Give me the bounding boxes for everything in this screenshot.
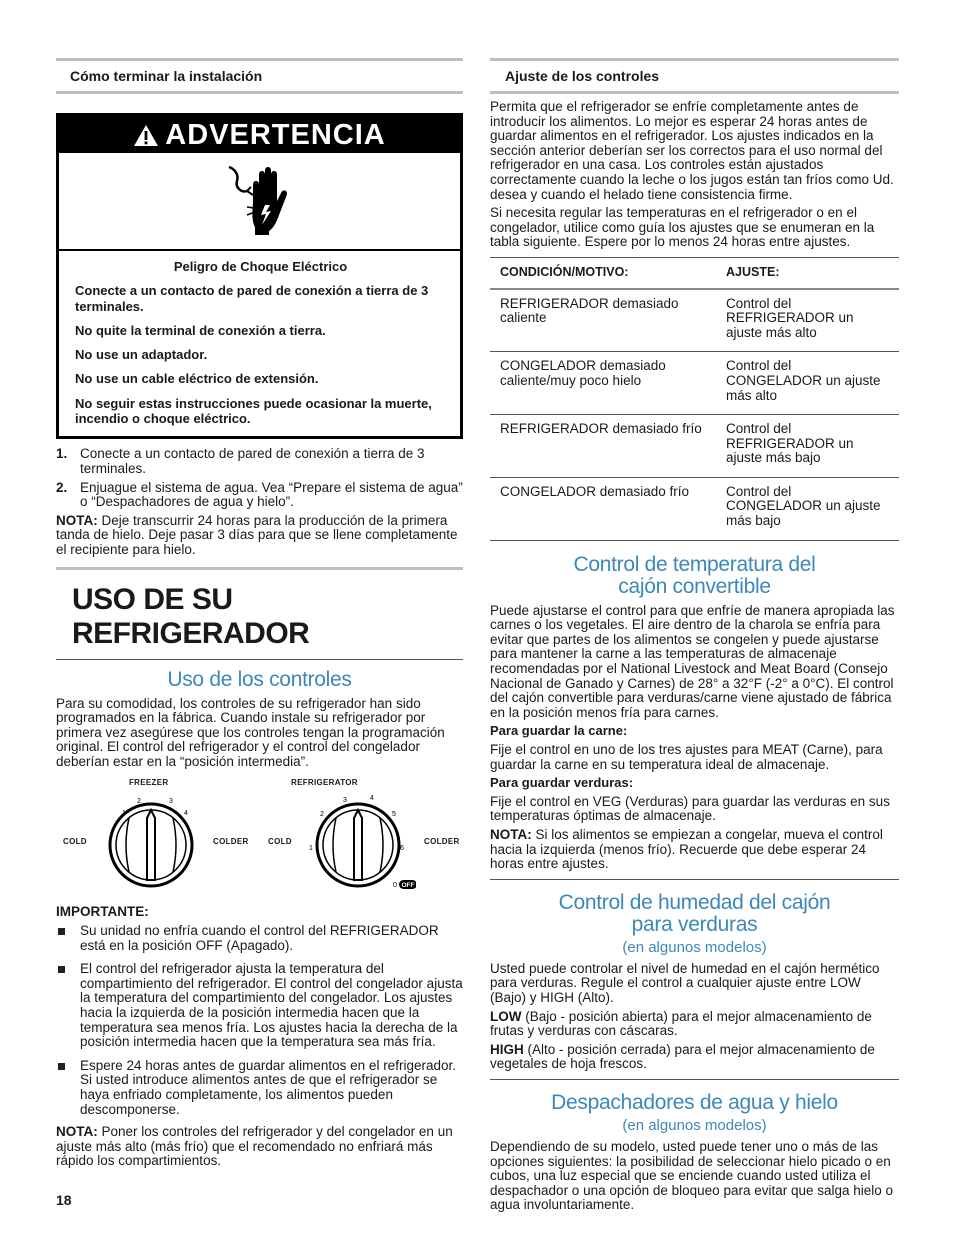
table-header: AJUSTE: (716, 257, 899, 288)
note-text: Deje transcurrir 24 horas para la producción de la primera tanda de hielo. Deje pasar 3 días para que se llene completamente el recipiente para hielo. (56, 512, 458, 557)
table-header: CONDICIÓN/MOTIVO: (490, 257, 716, 288)
section-heading-installation: Cómo terminar la instalación (56, 58, 463, 94)
table-cell: REFRIGERADOR demasiado frío (490, 415, 716, 478)
warning-item: No quite la terminal de conexión a tierra. (75, 322, 326, 338)
dial-number: 6 (400, 844, 404, 852)
dial-number: 4 (370, 794, 374, 802)
warning-title: Peligro de Choque Eléctrico (173, 259, 348, 274)
convertible-para: Puede ajustarse el control para que enfríe de manera apropiada las carnes o los vegetales. El aire dentro de la charola se enfría para evitar que partes de los alimentos se congelen y puede ajustarse para mantener la carne a las temperaturas de almacenaje recomendadas por el National Livestock and Meat Board (Consejo Nacional de Ganado y Carnes) de 28° a 32°F (-2° a 0°C). El control del cajón convertible para verduras/carne viene ajustado de fábrica en la posición menos fría para carnes. (490, 602, 895, 720)
control-dials-figure (56, 776, 463, 901)
warning-box (56, 113, 463, 439)
divider (56, 659, 463, 660)
warning-body (59, 251, 460, 436)
note-text: Si los alimentos se empiezan a congelar, mueva el control hacia la izquierda (menos frío). Recuerde que debe esperar 24 horas entre ajustes. (490, 826, 883, 872)
table-row (490, 415, 899, 478)
freezer-colder-label: COLDER (213, 836, 249, 846)
dial-number: 0 (393, 881, 397, 889)
dial-number: 3 (343, 796, 347, 804)
bullet-item: El control del refrigerador ajusta la temperatura del compartimiento del refrigerador. El control del congelador ajusta la temperatura del compartimiento del congelador. Los ajustes hacia la izquierda de la posición intermedia hacen que la temperatura sea menos fría. Los ajustes hacia la derecha de la posición intermedia hacen que la temperatura sea más fría. (56, 962, 463, 1050)
table-row (490, 289, 899, 352)
dispensers-subheading: (en algunos modelos) (622, 1116, 767, 1134)
warning-header (59, 116, 460, 153)
table-cell: Control del REFRIGERADOR un ajuste más bajo (716, 415, 899, 478)
bullet-item: Su unidad no enfría cuando el control del REFRIGERADOR está en la posición OFF (Apagado). (56, 924, 463, 953)
dial-number: 2 (137, 797, 141, 805)
table-cell: Control del CONGELADOR un ajuste más bajo (716, 477, 899, 540)
humidity-low (490, 1010, 899, 1039)
divider (490, 879, 899, 880)
meat-label: Para guardar la carne: (490, 723, 628, 739)
warning-item: Conecte a un contacto de pared de conexión a tierra de 3 terminales. (75, 283, 429, 314)
table-header-row (490, 257, 899, 288)
table-cell: CONGELADOR demasiado caliente/muy poco hielo (490, 352, 716, 415)
page-number: 18 (56, 1192, 72, 1208)
table-cell: REFRIGERADOR demasiado caliente (490, 289, 716, 352)
humidity-heading-line: para verduras (631, 912, 758, 936)
dial-number: 5 (392, 810, 396, 818)
installation-steps (56, 447, 463, 509)
table-cell: Control del CONGELADOR un ajuste más alto (716, 352, 899, 415)
note-ice (56, 514, 463, 558)
low-text: (Bajo - posición abierta) para el mejor almacenamiento de frutas y verduras con cáscaras. (490, 1008, 872, 1039)
table-cell: CONGELADOR demasiado frío (490, 477, 716, 540)
controls-intro: Para su comodidad, los controles de su refrigerador han sido programados en la fábrica. Cuando instale su refrigerador por primera vez asegúrese que los controles tengan la programación original. El control del refrigerador y el control del congelador deberían estar en la “posición intermedia”. (56, 695, 445, 769)
dial-number: 3 (169, 797, 173, 805)
step-item (56, 481, 463, 510)
left-column (56, 58, 463, 1169)
step-number: 1. (56, 446, 68, 462)
off-badge: OFF (401, 881, 415, 889)
warning-item: No seguir estas instrucciones puede ocasionar la muerte, incendio o choque eléctrico. (75, 395, 432, 427)
right-column (490, 58, 899, 1213)
dial-number: 2 (320, 810, 324, 818)
step-text: Conecte a un contacto de pared de conexión a tierra de 3 terminales. (80, 446, 425, 476)
note-controls (56, 1125, 463, 1169)
refrigerator-dial (306, 788, 416, 898)
high-label: HIGH (490, 1041, 524, 1057)
warning-triangle-icon (133, 124, 159, 147)
fridge-colder-label: COLDER (424, 836, 460, 846)
electric-shock-hand-icon (225, 163, 295, 237)
dial-number: 1 (309, 844, 313, 852)
page-title: USO DE SU REFRIGERADOR (72, 582, 310, 650)
note-label: NOTA: (56, 1124, 98, 1140)
warning-item: No use un cable eléctrico de extensión. (75, 371, 319, 387)
step-item (56, 447, 463, 476)
step-text: Enjuague el sistema de agua. Vea “Prepare el sistema de agua” o “Despachadores de agua y hielo”. (80, 479, 463, 510)
humidity-heading (490, 892, 899, 936)
freezer-label: FREEZER (129, 777, 169, 787)
adjustment-table (490, 257, 899, 541)
convertible-heading-line: Control de temperatura del (573, 552, 816, 576)
dispensers-para: Dependiendo de su modelo, usted puede tener uno o más de las opciones siguientes: la posibilidad de seleccionar hielo picado o en cubos, una luz especial que se enciende cuando usted utiliza el despachador o una opción de bloqueo para evitar que salga hielo o agua involuntariamente. (490, 1138, 894, 1213)
bullet-item: Espere 24 horas antes de guardar alimentos en el refrigerador. Si usted introduce alimentos antes de que el refrigerador se haya enfriado completamente, los alimentos pueden descomponerse. (56, 1059, 463, 1117)
humidity-high (490, 1043, 899, 1072)
dial-number: 4 (184, 809, 188, 817)
table-row (490, 477, 899, 540)
convertible-note (490, 828, 899, 872)
humidity-para: Usted puede controlar el nivel de humedad en el cajón hermético para verduras. Regule el control a cualquier ajuste entre LOW (Bajo) y HIGH (Alto). (490, 960, 880, 1005)
controls-heading: Uso de los controles (167, 667, 352, 691)
step-number: 2. (56, 479, 68, 495)
veg-text: Fije el control en VEG (Verduras) para guardar las verduras en sus temperaturas óptimas de almacenaje. (490, 793, 890, 824)
adjust-para-1: Permita que el refrigerador se enfríe completamente antes de introducir los alimentos. Lo mejor es esperar 24 horas antes de guardar alimentos en el refrigerador. Los ajustes indicados en la sección anterior deberían ser los correctos para el uso normal del refrigerador en una casa. Los controles están ajustados correctamente cuando la leche o los jugos están tan fríos como Ud. desea y cuando el helado tiene consistencia firme. (490, 99, 894, 202)
low-label: LOW (490, 1008, 522, 1024)
fridge-cold-label: COLD (268, 836, 292, 846)
high-text: (Alto - posición cerrada) para el mejor almacenamiento de vegetales de hoja frescos. (490, 1041, 875, 1072)
adjust-para-2: Si necesita regular las temperaturas en el refrigerador o en el congelador, utilice como guía los ajustes que se enumeran en la tabla siguiente. Espere por lo menos 24 horas entre ajustes. (490, 205, 875, 250)
dispensers-heading: Despachadores de agua y hielo (551, 1090, 838, 1114)
refrigerator-label: REFRIGERATOR (291, 777, 358, 787)
warning-item: No use un adaptador. (75, 347, 208, 363)
table-cell: Control del REFRIGERADOR un ajuste más alto (716, 289, 899, 352)
note-label: NOTA: (56, 512, 98, 528)
convertible-heading (490, 554, 899, 598)
table-row (490, 352, 899, 415)
warning-icon-area (59, 153, 460, 251)
freezer-cold-label: COLD (63, 836, 87, 846)
note-label: NOTA: (490, 826, 532, 842)
important-list (56, 924, 463, 1117)
warning-label: ADVERTENCIA (165, 119, 386, 151)
freezer-dial (101, 788, 201, 888)
dial-number: 1 (122, 809, 126, 817)
important-label: IMPORTANTE: (56, 903, 149, 919)
section-heading-adjust: Ajuste de los controles (490, 58, 899, 94)
veg-label: Para guardar verduras: (490, 775, 634, 791)
divider (490, 1079, 899, 1080)
humidity-heading-line: Control de humedad del cajón (558, 890, 831, 914)
meat-text: Fije el control en uno de los tres ajustes para MEAT (Carne), para guardar la carne en su temperatura ideal de almacenaje. (490, 742, 883, 772)
humidity-subheading: (en algunos modelos) (622, 938, 767, 956)
convertible-heading-line: cajón convertible (618, 574, 771, 598)
note-text: Poner los controles del refrigerador y del congelador en un ajuste más alto (más frío) que el recomendado no enfriará más rápido los compartimientos. (56, 1124, 453, 1169)
